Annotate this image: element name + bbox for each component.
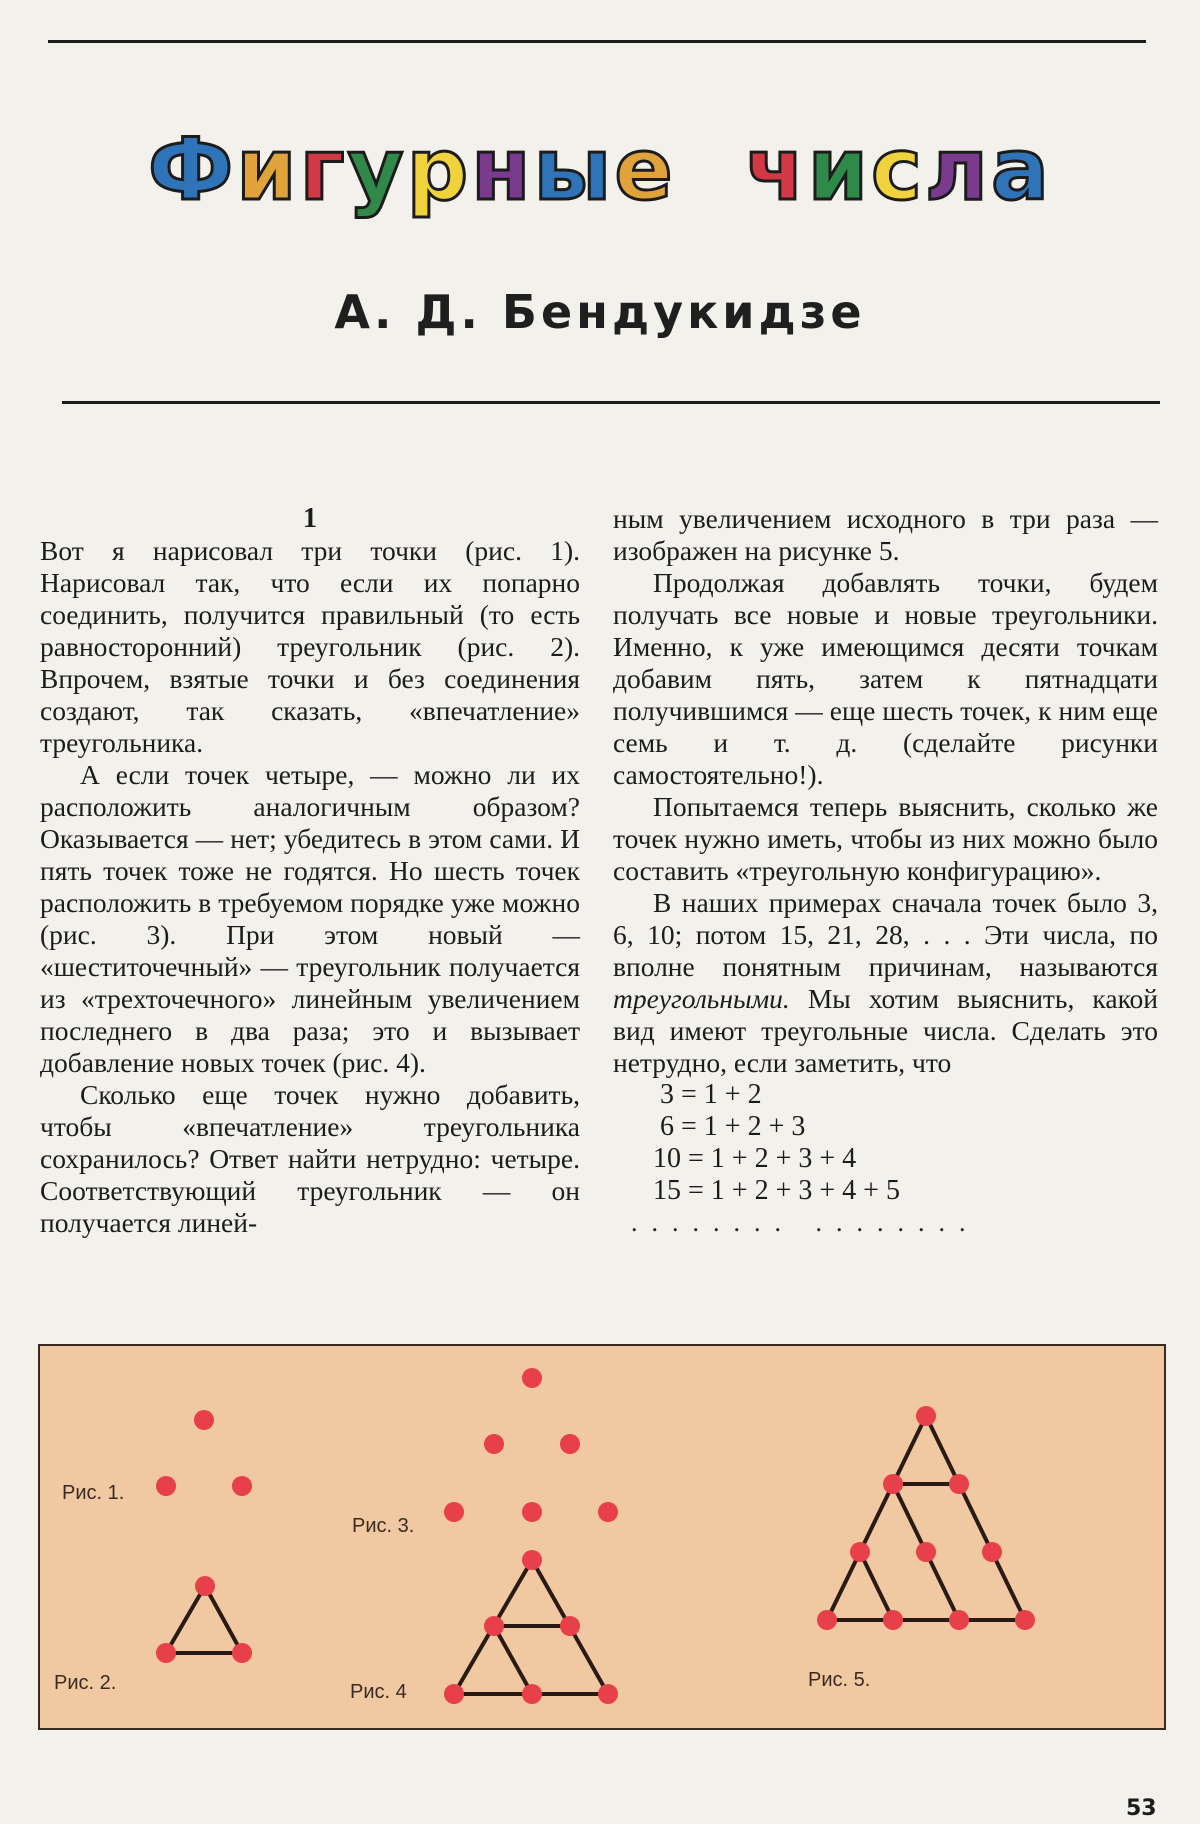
- figures-panel: [38, 1344, 1166, 1730]
- top-rule: [48, 40, 1146, 43]
- paragraph-text: В наших примерах сначала точек было 3, 6, 10; потом 15, 21, 28, . . . Эти числа, по вполне понятным причинам, называются: [613, 887, 1158, 982]
- fig3-dot: [484, 1434, 504, 1454]
- paragraph: А если точек четыре, — можно ли их расположить аналогичным образом? Оказывается — нет; убедитесь в этом сами. И пять точек тоже не годятся. Но шесть точек расположить в требуемом порядке уже можно (рис. 3). При этом новый — «шеститочечный» — треугольник получается из «трехточечного» линейным увеличением последнего в два раза; это и вызывает добавление новых точек (рис. 4).: [40, 759, 580, 1078]
- fig5-dot: [1015, 1610, 1035, 1630]
- fig5-edge: [926, 1416, 1025, 1620]
- paragraph: Продолжая добавлять точки, будем получать все новые и новые треугольники. Именно, к уже имеющимся десяти точкам добавим пять, затем к пятнадцати получившимся — еще шесть точек, к ним еще семь и т. д. (сделайте рисунки самостоятельно!).: [613, 567, 1158, 790]
- title-letter: и: [236, 120, 300, 220]
- fig1-label: Рис. 1.: [62, 1482, 125, 1504]
- fig2-dot: [156, 1643, 176, 1663]
- fig4-dot: [560, 1616, 580, 1636]
- fig3-dot: [444, 1502, 464, 1522]
- fig2-edge: [166, 1586, 205, 1653]
- fig4-dot: [522, 1684, 542, 1704]
- ellipsis-dots: ........ ........: [631, 1208, 980, 1237]
- fig4-dot: [598, 1684, 618, 1704]
- fig5-dot: [883, 1474, 903, 1494]
- fig3-dot: [522, 1502, 542, 1522]
- title-letter: е: [614, 120, 676, 220]
- fig1-dot: [194, 1410, 214, 1430]
- fig1-dot: [232, 1476, 252, 1496]
- fig5-dot: [949, 1474, 969, 1494]
- fig3-dot: [560, 1434, 580, 1454]
- fig1-dot: [156, 1476, 176, 1496]
- fig3-label: Рис. 3.: [352, 1515, 415, 1537]
- title-letter: г: [299, 120, 348, 220]
- figure-dots: [156, 1368, 1035, 1704]
- fig4-dot: [522, 1550, 542, 1570]
- title-letter: р: [406, 120, 472, 220]
- fig5-edge: [860, 1552, 893, 1620]
- article-title: [0, 120, 1200, 250]
- fig2-dot: [195, 1576, 215, 1596]
- fig2-label: Рис. 2.: [54, 1672, 117, 1694]
- fig3-dot: [522, 1368, 542, 1388]
- title-letter: н: [471, 120, 534, 220]
- paragraph-text: Мы хотим выяснить, какой вид имеют треугольные числа. Сделать это нетрудно, если заметить, что: [613, 983, 1158, 1078]
- title-letter: у: [347, 120, 407, 220]
- paragraph: ным увеличением исходного в три раза — изображен на рисунке 5.: [613, 503, 1158, 566]
- equation: 3 = 1 + 2: [653, 1079, 762, 1110]
- fig5-dot: [916, 1542, 936, 1562]
- title-letter: Ф: [148, 120, 237, 220]
- equations: [613, 1079, 1158, 1207]
- paragraph: Вот я нарисовал три точки (рис. 1). Нарисовал так, что если их попарно соединить, получится правильный (то есть равносторонний) треугольник (рис. 2). Впрочем, взятые точки и без соединения создают, так сказать, «впечатление» треугольника.: [40, 535, 580, 758]
- fig4-dot: [484, 1616, 504, 1636]
- fig5-dot: [817, 1610, 837, 1630]
- header-bottom-rule: [62, 401, 1160, 404]
- paragraph: Попытаемся теперь выяснить, сколько же точек нужно иметь, чтобы из них можно было составить «треугольную конфигурацию».: [613, 791, 1158, 886]
- title-letter: а: [990, 120, 1052, 220]
- fig5-dot: [883, 1610, 903, 1630]
- title-letter: л: [924, 120, 991, 220]
- equation: 10 = 1 + 2 + 3 + 4: [653, 1143, 857, 1174]
- title-letter: и: [807, 120, 871, 220]
- title-letter: с: [870, 120, 925, 220]
- fig4-label: Рис. 4: [350, 1681, 407, 1703]
- title-word-chisla: [746, 120, 1052, 220]
- fig5-dot: [850, 1542, 870, 1562]
- fig2-dot: [232, 1643, 252, 1663]
- equation: 6 = 1 + 2 + 3: [653, 1111, 806, 1142]
- fig5-dot: [916, 1406, 936, 1426]
- fig5-label: Рис. 5.: [808, 1669, 871, 1691]
- paragraph: Сколько еще точек нужно добавить, чтобы «впечатление» треугольника сохранилось? Ответ найти нетрудно: четыре. Соответствующий треугольник — он получается линей-: [40, 1079, 580, 1238]
- fig5-dot: [949, 1610, 969, 1630]
- fig4-edge: [494, 1626, 532, 1694]
- section-number: 1: [303, 503, 317, 534]
- fig3-dot: [598, 1502, 618, 1522]
- figures-svg: [40, 1346, 1164, 1728]
- left-column: [40, 503, 580, 1239]
- emphasized-term: треугольными.: [613, 983, 790, 1014]
- equation: 15 = 1 + 2 + 3 + 4 + 5: [653, 1175, 900, 1206]
- page-number: 53: [1126, 1796, 1157, 1821]
- title-letter: ы: [533, 120, 615, 220]
- fig5-dot: [982, 1542, 1002, 1562]
- author-name: А. Д. Бендукидзе: [334, 285, 866, 339]
- fig4-dot: [444, 1684, 464, 1704]
- paragraph: [613, 887, 1158, 1079]
- fig2-edge: [205, 1586, 242, 1653]
- figure-lines: [166, 1416, 1025, 1694]
- title-letter: ч: [745, 120, 808, 220]
- title-word-figurnye: [148, 120, 676, 220]
- right-column: [613, 503, 1158, 1237]
